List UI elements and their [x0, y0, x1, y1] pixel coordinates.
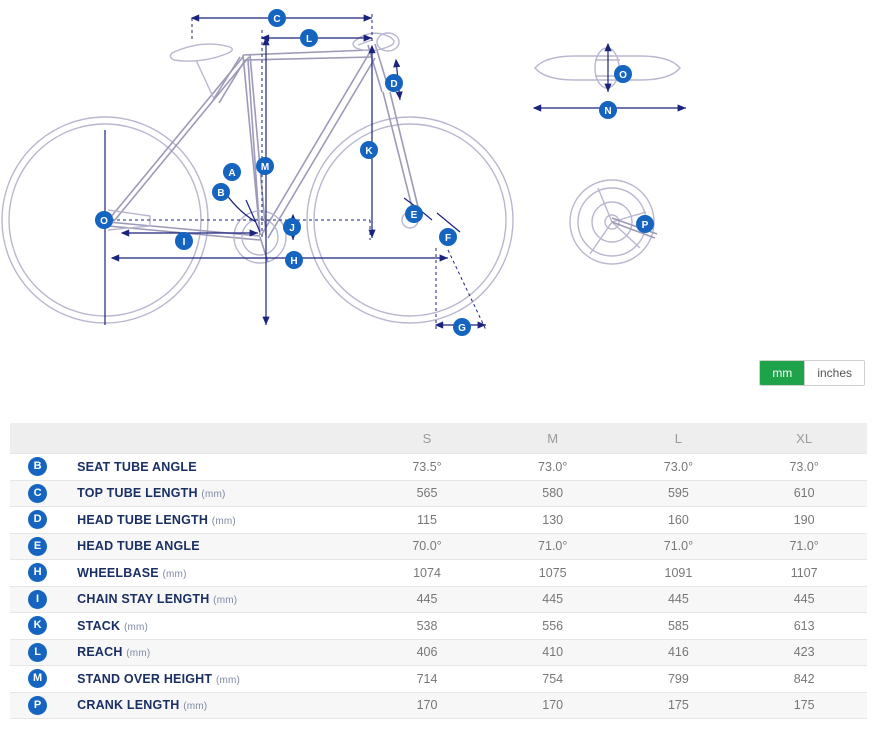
table-row [10, 560, 867, 587]
header-size-l: L [616, 423, 742, 454]
row-unit: (mm) [213, 595, 238, 607]
bike-geometry-diagram [0, 0, 877, 350]
callout-label-I: I [182, 237, 186, 248]
callout-label-H: H [290, 256, 298, 267]
table-body [10, 454, 867, 719]
row-badge-cell [10, 666, 65, 693]
table-row [10, 586, 867, 613]
row-value-l: 585 [616, 613, 742, 640]
geometry-table [10, 423, 867, 719]
row-value-m: 445 [490, 586, 616, 613]
row-value-xl: 73.0° [741, 454, 867, 481]
row-badge-cell [10, 507, 65, 534]
table-row [10, 613, 867, 640]
header-size-s: S [364, 423, 490, 454]
callout-label-C: C [273, 14, 281, 25]
row-badge-cell [10, 586, 65, 613]
row-badge: C [28, 484, 47, 503]
diagram-callout-F [439, 228, 457, 246]
diagram-callout-G [453, 318, 471, 336]
callout-label-O-bar: O [619, 70, 627, 81]
table-row [10, 507, 867, 534]
table-row [10, 666, 867, 693]
diagram-callout-H [285, 251, 303, 269]
table-row [10, 533, 867, 560]
row-badge: P [28, 696, 47, 715]
row-unit: (mm) [215, 674, 241, 686]
row-value-s: 445 [364, 586, 490, 613]
row-value-s: 73.5° [364, 454, 490, 481]
table-header [10, 423, 867, 454]
row-badge-cell [10, 639, 65, 666]
row-value-xl: 190 [741, 507, 867, 534]
row-name-cell [65, 666, 364, 693]
table-row [10, 454, 867, 481]
callout-label-B: B [217, 188, 225, 199]
callout-label-M: M [260, 162, 270, 173]
row-value-s: 1074 [364, 560, 490, 587]
row-name-cell [65, 586, 364, 613]
row-name-cell [65, 507, 364, 534]
row-value-m: 754 [490, 666, 616, 693]
diagram-callout-C [268, 9, 286, 27]
row-value-s: 70.0° [364, 533, 490, 560]
row-unit: (mm) [162, 568, 187, 580]
callout-label-N: N [604, 106, 612, 117]
unit-option-inches[interactable]: inches [804, 361, 864, 385]
diagram-callout-L [300, 29, 318, 47]
row-value-m: 556 [490, 613, 616, 640]
row-name: HEAD TUBE LENGTH [77, 512, 209, 527]
row-value-l: 1091 [616, 560, 742, 587]
row-value-m: 1075 [490, 560, 616, 587]
diagram-callout-K [360, 141, 378, 159]
diagram-callout-A [223, 163, 241, 181]
callout-label-K: K [365, 146, 373, 157]
row-value-m: 130 [490, 507, 616, 534]
table-row [10, 480, 867, 507]
diagram-callout-I [175, 232, 193, 250]
row-value-l: 71.0° [616, 533, 742, 560]
row-value-l: 73.0° [616, 454, 742, 481]
diagram-callout-P [636, 215, 654, 233]
row-value-s: 714 [364, 666, 490, 693]
callout-label-P: P [641, 220, 649, 231]
callout-label-O-side: O [100, 216, 108, 227]
row-value-m: 71.0° [490, 533, 616, 560]
row-value-s: 406 [364, 639, 490, 666]
diagram-callout-E [405, 205, 423, 223]
row-name-cell [65, 692, 364, 719]
row-name: SEAT TUBE ANGLE [77, 459, 197, 474]
row-badge-cell [10, 613, 65, 640]
row-name: REACH [77, 645, 123, 660]
row-value-m: 410 [490, 639, 616, 666]
row-name: STAND OVER HEIGHT [77, 671, 213, 686]
diagram-callout-N [599, 101, 617, 119]
unit-option-mm[interactable]: mm [760, 361, 804, 385]
row-unit: (mm) [183, 701, 208, 713]
row-name: TOP TUBE LENGTH [77, 486, 198, 501]
row-name: CRANK LENGTH [77, 698, 180, 713]
row-name: WHEELBASE [77, 565, 159, 580]
row-badge: K [28, 616, 47, 635]
row-value-xl: 1107 [741, 560, 867, 587]
table-header-row [10, 423, 867, 454]
row-badge-cell [10, 454, 65, 481]
row-value-m: 170 [490, 692, 616, 719]
diagram-callout-O-bar [614, 65, 632, 83]
row-badge: H [28, 563, 47, 582]
callout-label-D: D [390, 79, 398, 90]
header-badge [10, 423, 65, 454]
diagram-callout-M [256, 157, 274, 175]
row-unit: (mm) [126, 648, 151, 660]
row-value-s: 115 [364, 507, 490, 534]
callout-label-A: A [228, 168, 236, 179]
row-value-xl: 423 [741, 639, 867, 666]
row-badge: L [28, 643, 47, 662]
header-size-m: M [490, 423, 616, 454]
diagram-callout-O-side [95, 211, 113, 229]
row-name-cell [65, 639, 364, 666]
header-measure [65, 423, 364, 454]
row-badge: B [28, 457, 47, 476]
row-value-s: 170 [364, 692, 490, 719]
row-badge-cell [10, 533, 65, 560]
diagram-callout-B [212, 183, 230, 201]
callout-label-E: E [410, 210, 418, 221]
row-value-l: 595 [616, 480, 742, 507]
row-value-xl: 445 [741, 586, 867, 613]
row-value-l: 799 [616, 666, 742, 693]
row-name-cell [65, 560, 364, 587]
row-value-xl: 175 [741, 692, 867, 719]
row-name-cell [65, 480, 364, 507]
row-value-l: 445 [616, 586, 742, 613]
row-badge-cell [10, 480, 65, 507]
row-value-xl: 613 [741, 613, 867, 640]
row-badge-cell [10, 560, 65, 587]
row-name-cell [65, 613, 364, 640]
callout-label-G: G [458, 323, 466, 334]
table-row [10, 692, 867, 719]
row-value-s: 538 [364, 613, 490, 640]
diagram-callout-J [283, 218, 301, 236]
row-badge: E [28, 537, 47, 556]
row-value-s: 565 [364, 480, 490, 507]
row-name: CHAIN STAY LENGTH [77, 592, 210, 607]
unit-toggle[interactable] [759, 360, 865, 386]
table-row [10, 639, 867, 666]
row-value-m: 73.0° [490, 454, 616, 481]
row-name: HEAD TUBE ANGLE [77, 539, 200, 554]
row-value-xl: 842 [741, 666, 867, 693]
callout-label-L: L [305, 34, 313, 45]
row-value-m: 580 [490, 480, 616, 507]
row-value-l: 175 [616, 692, 742, 719]
row-value-l: 160 [616, 507, 742, 534]
row-badge: M [28, 669, 47, 688]
callout-label-J: J [289, 223, 295, 234]
diagram-callout-D [385, 74, 403, 92]
row-unit: (mm) [211, 515, 236, 527]
row-name-cell [65, 533, 364, 560]
callout-label-F: F [444, 233, 452, 244]
row-name-cell [65, 454, 364, 481]
row-badge: I [28, 590, 47, 609]
row-value-l: 416 [616, 639, 742, 666]
row-badge: D [28, 510, 47, 529]
dimension-lines [105, 14, 486, 330]
row-name: STACK [77, 618, 121, 633]
row-value-xl: 610 [741, 480, 867, 507]
header-size-xl: XL [741, 423, 867, 454]
row-badge-cell [10, 692, 65, 719]
row-unit: (mm) [201, 489, 226, 501]
row-value-xl: 71.0° [741, 533, 867, 560]
row-unit: (mm) [123, 621, 149, 633]
